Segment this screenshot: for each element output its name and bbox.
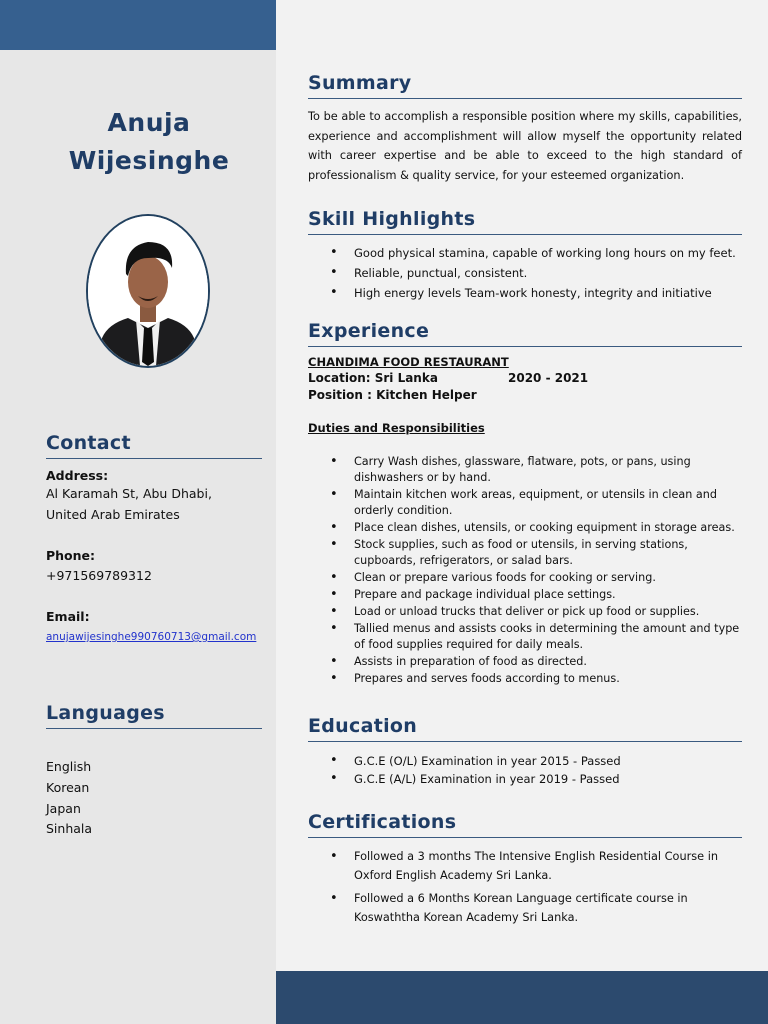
company-name: CHANDIMA FOOD RESTAURANT (308, 355, 509, 369)
summary-heading: Summary (308, 72, 742, 99)
first-name: Anuja (107, 108, 191, 137)
language-item: Korean (46, 780, 90, 795)
phone-number: +971569789312 (46, 568, 152, 583)
job-location: Location: Sri Lanka (308, 371, 438, 385)
duty-item: • Tallied menus and assists cooks in determining the amount and type of food supplies required for daily meals. (308, 621, 742, 653)
last-name: Wijesinghe (68, 146, 230, 175)
language-item: English (46, 759, 92, 774)
certifications-list (308, 847, 742, 927)
skill-item: • Good physical stamina, capable of working long hours on my feet. (308, 245, 742, 261)
education-item: • G.C.E (A/L) Examination in year 2019 - Passed (308, 771, 742, 787)
duty-item: • Assists in preparation of food as directed. (308, 654, 742, 670)
duties-heading: Duties and Responsibilities (308, 421, 485, 435)
job-position: Position : Kitchen Helper (308, 388, 477, 402)
languages-heading: Languages (46, 702, 262, 729)
profile-photo (86, 214, 210, 368)
candidate-name (20, 104, 278, 180)
experience-heading: Experience (308, 320, 742, 347)
skill-item: • Reliable, punctual, consistent. (308, 265, 742, 281)
address-line-2: United Arab Emirates (46, 507, 180, 522)
skills-heading: Skill Highlights (308, 208, 742, 235)
person-portrait-icon (88, 216, 208, 366)
certifications-heading: Certifications (308, 811, 742, 838)
duty-item: • Clean or prepare various foods for cooking or serving. (308, 570, 742, 586)
duty-item: • Place clean dishes, utensils, or cooking equipment in storage areas. (308, 520, 742, 536)
phone-label: Phone: (46, 548, 96, 563)
education-list (308, 753, 742, 787)
email-link[interactable]: anujawijesinghe990760713@gmail.com (46, 631, 257, 643)
top-accent-bar (0, 0, 276, 50)
email-label: Email: (46, 609, 90, 624)
bottom-accent-bar (276, 971, 768, 1024)
duties-list (308, 454, 742, 687)
language-item: Japan (46, 801, 81, 816)
address-label: Address: (46, 468, 109, 483)
language-item: Sinhala (46, 821, 93, 836)
skill-item: • High energy levels Team-work honesty, integrity and initiative (308, 285, 742, 301)
skills-list (308, 245, 742, 301)
certification-item: • Followed a 3 months The Intensive English Residential Course in Oxford English Academy Sri Lanka. (308, 847, 742, 885)
duty-item: • Stock supplies, such as food or utensils, in serving stations, cupboards, refrigerators, or salad bars. (308, 537, 742, 569)
address-line-1: Al Karamah St, Abu Dhabi, (46, 486, 212, 501)
contact-heading: Contact (46, 432, 262, 459)
education-item: • G.C.E (O/L) Examination in year 2015 - Passed (308, 753, 742, 769)
duty-item: • Maintain kitchen work areas, equipment, or utensils in clean and orderly condition. (308, 487, 742, 519)
education-heading: Education (308, 715, 742, 742)
job-period: 2020 - 2021 (508, 371, 589, 385)
summary-text: To be able to accomplish a responsible position where my skills, capabilities, experience and accomplishment will allow myself the opportunity related with career expertise and be able to exceed to the high standard of professionalism & quality service, for your esteemed organization. (308, 110, 742, 182)
certification-item: • Followed a 6 Months Korean Language certificate course in Koswaththa Korean Academy Sri Lanka. (308, 889, 742, 927)
duty-item: • Carry Wash dishes, glassware, flatware, pots, or pans, using dishwashers or by hand. (308, 454, 742, 486)
duty-item: • Prepares and serves foods according to menus. (308, 671, 742, 687)
duty-item: • Load or unload trucks that deliver or pick up food or supplies. (308, 604, 742, 620)
duty-item: • Prepare and package individual place settings. (308, 587, 742, 603)
